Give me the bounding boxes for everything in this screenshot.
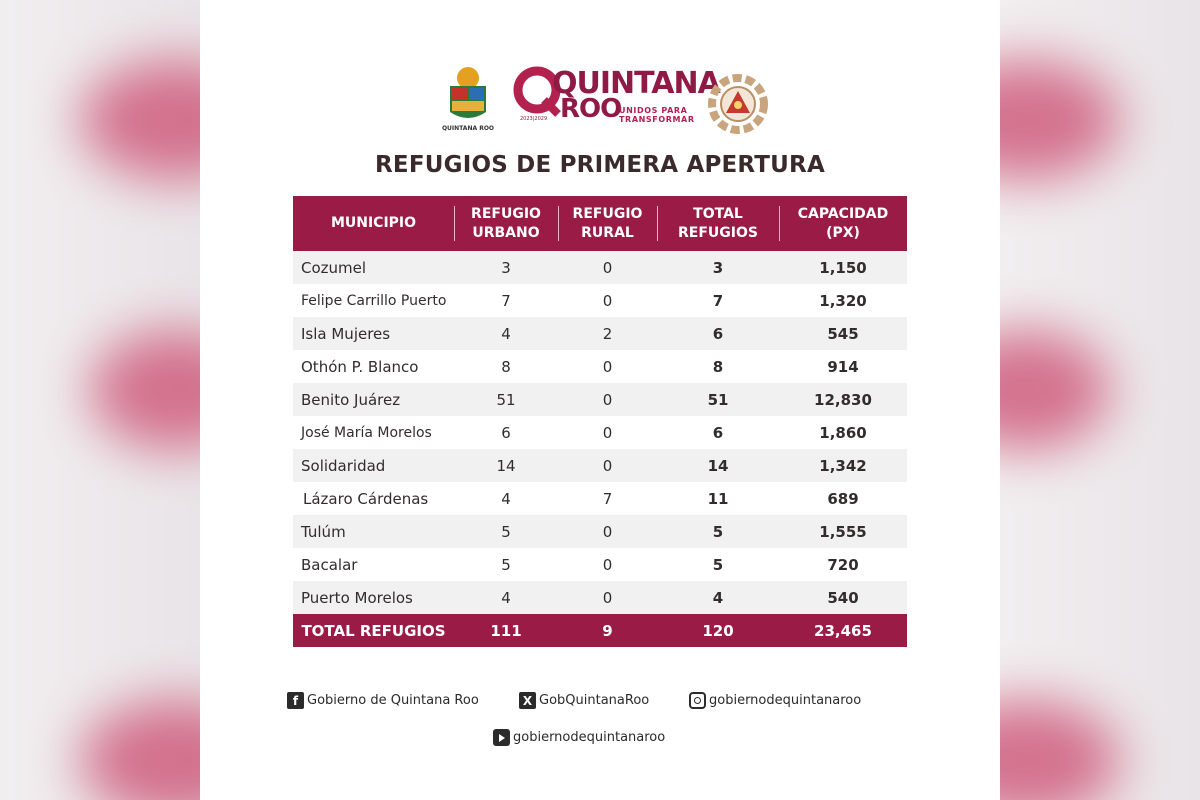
cell-urbano: 8: [454, 350, 558, 383]
infographic-card: [200, 0, 1000, 800]
civil-protection-seal-logo: [700, 64, 776, 140]
cell-urbano: 5: [454, 548, 558, 581]
cell-rural: 0: [558, 581, 657, 614]
cell-urbano: 5: [454, 515, 558, 548]
cell-rural: 0: [558, 251, 657, 284]
header-refugio-rural: REFUGIO RURAL: [558, 196, 657, 251]
table-row: [293, 548, 907, 581]
cell-urbano: 51: [454, 383, 558, 416]
table-row: [293, 449, 907, 482]
table-row: [293, 383, 907, 416]
instagram-icon: [689, 692, 706, 709]
cell-capacidad: 1,555: [779, 515, 907, 548]
total-urbano: 111: [454, 614, 558, 647]
cell-capacidad: 1,320: [779, 284, 907, 317]
cell-municipio: Lázaro Cárdenas: [293, 482, 454, 515]
cell-total: 8: [657, 350, 779, 383]
right-blurred-background: [1000, 0, 1200, 800]
x-handle: GobQuintanaRoo: [539, 693, 650, 708]
cell-capacidad: 914: [779, 350, 907, 383]
cell-total: 51: [657, 383, 779, 416]
table-row: [293, 581, 907, 614]
cell-rural: 0: [558, 350, 657, 383]
youtube-handle: gobiernodequintanaroo: [513, 730, 666, 745]
cell-municipio: Puerto Morelos: [293, 581, 454, 614]
facebook-icon: f: [287, 692, 304, 709]
x-twitter-icon: X: [519, 692, 536, 709]
header-municipio: MUNICIPIO: [293, 196, 454, 251]
cell-rural: 0: [558, 449, 657, 482]
cell-rural: 0: [558, 284, 657, 317]
table-header-row: [293, 196, 907, 251]
cell-rural: 2: [558, 317, 657, 350]
cell-total: 6: [657, 317, 779, 350]
cell-capacidad: 545: [779, 317, 907, 350]
cell-municipio: Isla Mujeres: [293, 317, 454, 350]
cell-urbano: 14: [454, 449, 558, 482]
cell-total: 6: [657, 416, 779, 449]
total-label: TOTAL REFUGIOS: [293, 614, 454, 647]
table-row: [293, 482, 907, 515]
state-coat-of-arms-logo: [440, 64, 496, 136]
cell-capacidad: 689: [779, 482, 907, 515]
header-total-refugios: TOTAL REFUGIOS: [657, 196, 779, 251]
cell-urbano: 6: [454, 416, 558, 449]
facebook-handle: Gobierno de Quintana Roo: [307, 693, 479, 708]
cell-total: 3: [657, 251, 779, 284]
left-blurred-background: [0, 0, 200, 800]
x-twitter-link[interactable]: [519, 692, 649, 709]
page-title: REFUGIOS DE PRIMERA APERTURA: [375, 152, 825, 178]
table-row: [293, 350, 907, 383]
table-row: [293, 317, 907, 350]
total-refugios: 120: [657, 614, 779, 647]
total-rural: 9: [558, 614, 657, 647]
cell-capacidad: 1,150: [779, 251, 907, 284]
cell-capacidad: 12,830: [779, 383, 907, 416]
table-row: [293, 284, 907, 317]
cell-urbano: 3: [454, 251, 558, 284]
cell-rural: 0: [558, 548, 657, 581]
cell-capacidad: 1,860: [779, 416, 907, 449]
cell-total: 11: [657, 482, 779, 515]
cell-urbano: 4: [454, 581, 558, 614]
facebook-link[interactable]: [287, 692, 479, 709]
cell-rural: 7: [558, 482, 657, 515]
cell-urbano: 4: [454, 482, 558, 515]
cell-municipio: Othón P. Blanco: [293, 350, 454, 383]
cell-rural: 0: [558, 383, 657, 416]
instagram-link[interactable]: [689, 692, 861, 709]
cell-urbano: 7: [454, 284, 558, 317]
brand-tagline: UNIDOS PARA TRANSFORMAR: [619, 106, 695, 124]
cell-capacidad: 1,342: [779, 449, 907, 482]
quintana-roo-brand-logo: [512, 62, 720, 134]
instagram-handle: gobiernodequintanaroo: [709, 693, 862, 708]
cell-capacidad: 720: [779, 548, 907, 581]
cell-rural: 0: [558, 416, 657, 449]
table-row: [293, 416, 907, 449]
table-row: [293, 251, 907, 284]
cell-municipio: Cozumel: [293, 251, 454, 284]
cell-municipio: Benito Juárez: [293, 383, 454, 416]
brand-years: 2023|2029: [520, 116, 548, 122]
cell-total: 14: [657, 449, 779, 482]
cell-total: 4: [657, 581, 779, 614]
cell-capacidad: 540: [779, 581, 907, 614]
brand-word-quintana: QUINTANA: [552, 66, 720, 101]
cell-total: 7: [657, 284, 779, 317]
total-capacidad: 23,465: [779, 614, 907, 647]
brand-word-roo: ROO: [560, 94, 622, 124]
cell-municipio: Felipe Carrillo Puerto: [293, 284, 454, 317]
cell-municipio: Solidaridad: [293, 449, 454, 482]
cell-rural: 0: [558, 515, 657, 548]
total-row: [293, 614, 907, 647]
youtube-link[interactable]: [493, 729, 665, 746]
cell-municipio: José María Morelos: [293, 416, 454, 449]
youtube-icon: [493, 729, 510, 746]
cell-municipio: Tulúm: [293, 515, 454, 548]
cell-municipio: Bacalar: [293, 548, 454, 581]
logo-bar: [200, 62, 1000, 142]
header-capacidad: CAPACIDAD (PX): [779, 196, 907, 251]
header-refugio-urbano: REFUGIO URBANO: [454, 196, 558, 251]
cell-urbano: 4: [454, 317, 558, 350]
shelters-table: [293, 196, 907, 647]
svg-text:QUINTANA ROO: QUINTANA ROO: [441, 125, 495, 132]
cell-total: 5: [657, 515, 779, 548]
table-row: [293, 515, 907, 548]
cell-total: 5: [657, 548, 779, 581]
